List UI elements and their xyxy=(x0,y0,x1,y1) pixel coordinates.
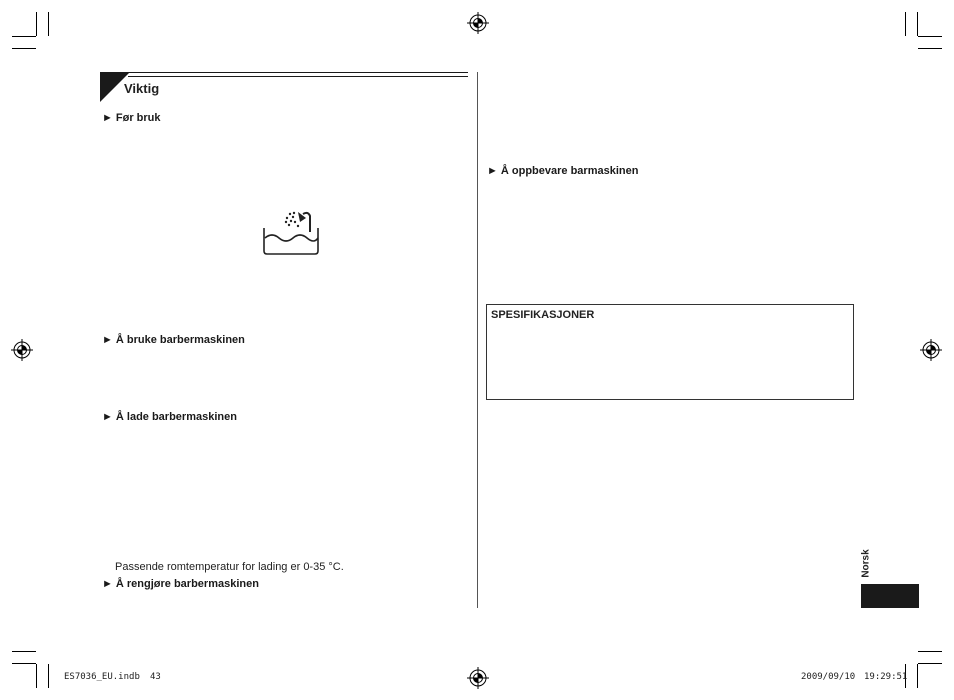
subheading-storage xyxy=(487,165,638,177)
subheading-using xyxy=(102,334,245,346)
charging-temperature-note: Passende romtemperatur for lading er 0-35 °C. xyxy=(115,561,344,573)
footer-date: 2009/09/10 xyxy=(801,672,856,682)
crop-mark xyxy=(12,651,36,652)
registration-mark-icon xyxy=(920,339,942,361)
arrow-right-icon: ► xyxy=(102,411,113,423)
footer-file: ES7036_EU.indb xyxy=(64,672,140,682)
registration-mark-icon xyxy=(467,12,489,34)
subheading-before-use xyxy=(102,112,161,124)
section-heading xyxy=(100,72,468,102)
subheading-charging xyxy=(102,411,237,423)
subheading-label: Å bruke barbermaskinen xyxy=(115,334,245,346)
specifications-box xyxy=(486,304,854,400)
crop-mark xyxy=(12,48,36,49)
shower-in-water-icon xyxy=(262,208,320,256)
crop-mark xyxy=(36,664,37,688)
subheading-label: Å lade barbermaskinen xyxy=(115,411,237,423)
crop-mark xyxy=(917,664,918,688)
language-tab-label: Norsk xyxy=(860,549,872,578)
crop-mark xyxy=(918,48,942,49)
registration-mark-icon xyxy=(467,667,489,689)
heading-rule xyxy=(128,76,468,77)
crop-mark xyxy=(917,12,918,36)
heading-rule xyxy=(128,72,468,73)
arrow-right-icon: ► xyxy=(102,578,113,590)
crop-mark xyxy=(48,12,49,36)
subheading-cleaning xyxy=(102,578,259,590)
crop-mark xyxy=(36,12,37,36)
crop-mark xyxy=(12,663,36,664)
crop-mark xyxy=(918,663,942,664)
registration-mark-icon xyxy=(11,339,33,361)
column-divider xyxy=(477,72,478,608)
footer-time: 19:29:51 xyxy=(864,672,908,682)
heading-title: Viktig xyxy=(124,81,160,96)
arrow-right-icon: ► xyxy=(487,165,498,177)
crop-mark xyxy=(918,651,942,652)
crop-mark xyxy=(12,36,36,37)
language-tab-label-container xyxy=(862,546,876,582)
arrow-right-icon: ► xyxy=(102,334,113,346)
language-tab xyxy=(861,584,919,608)
arrow-right-icon: ► xyxy=(102,112,113,124)
subheading-label: Å oppbevare barmaskinen xyxy=(500,165,639,177)
crop-mark xyxy=(905,12,906,36)
crop-mark xyxy=(918,36,942,37)
specifications-title: SPESIFIKASJONER xyxy=(491,309,595,321)
subheading-label: Å rengjøre barbermaskinen xyxy=(115,578,259,590)
crop-mark xyxy=(48,664,49,688)
footer-page-number: 43 xyxy=(150,672,161,682)
subheading-label: Før bruk xyxy=(115,112,161,124)
